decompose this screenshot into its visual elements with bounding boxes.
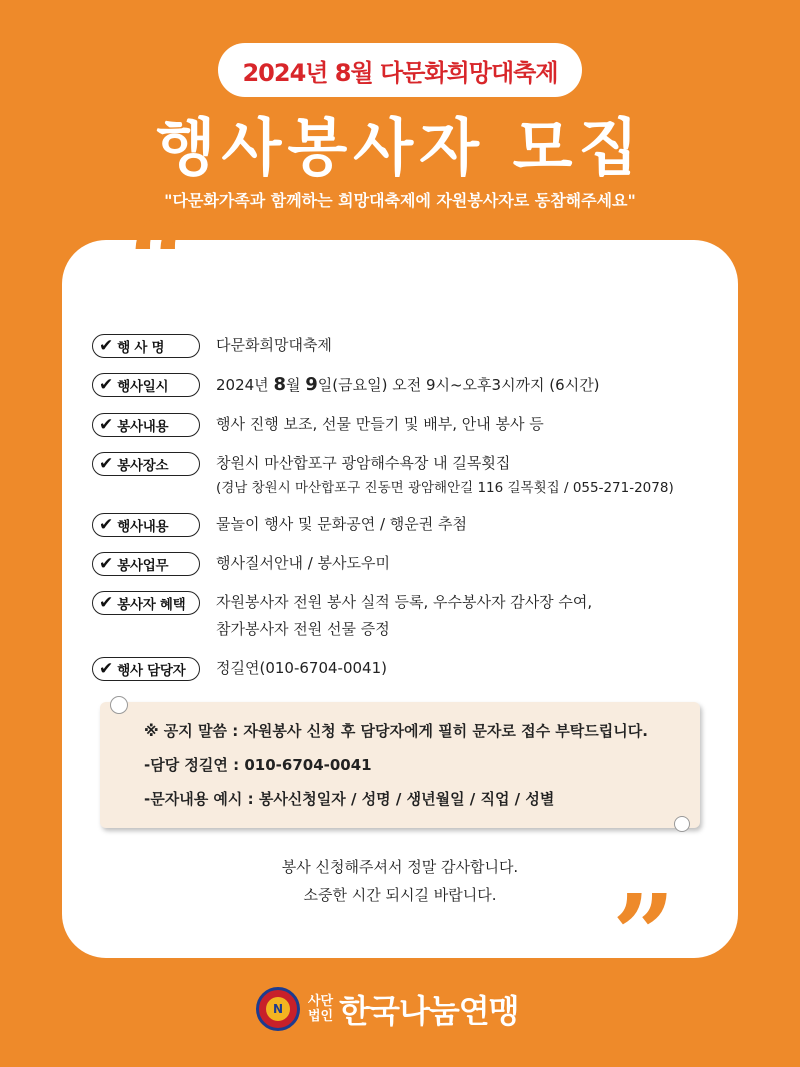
prefix-line-2: 법인 xyxy=(308,1009,334,1024)
date-rest: 일(금요일) 오전 9시~오후3시까지 (6시간) xyxy=(317,376,600,394)
date-month-unit: 월 xyxy=(285,376,306,394)
benefit-line-2: 참가봉사자 전원 선물 증정 xyxy=(216,620,390,638)
info-row-volunteer-benefit xyxy=(92,589,732,643)
info-label: 행사내용 xyxy=(117,519,169,535)
info-row-contact xyxy=(92,655,732,682)
date-year: 2024년 xyxy=(216,376,274,394)
info-value: 행사 진행 보조, 선물 만들기 및 배부, 안내 봉사 등 xyxy=(216,415,544,433)
info-value: 정길연(010-6704-0041) xyxy=(216,659,387,677)
closing-line-2: 소중한 시간 되시길 바랍니다. xyxy=(303,886,497,904)
info-row-volunteer-place xyxy=(92,450,732,499)
info-label: 봉사장소 xyxy=(117,458,169,474)
info-label: 봉사내용 xyxy=(117,419,169,435)
subtitle: "다문화가족과 함께하는 희망대축제에 자원봉사자로 동참해주세요" xyxy=(164,191,636,210)
notice-line-2: -담당 정길연 : 010-6704-0041 xyxy=(144,756,372,774)
closing-line-1: 봉사 신청해주셔서 정말 감사합니다. xyxy=(281,858,519,876)
check-icon: ✔ xyxy=(99,515,114,535)
date-month: 8 xyxy=(273,374,286,395)
open-quote-icon: “ xyxy=(128,196,192,325)
info-tag xyxy=(92,591,200,615)
info-tag xyxy=(92,334,200,358)
place-name: 창원시 마산합포구 광암해수욕장 내 길목횟집 xyxy=(216,454,511,472)
date-day: 9 xyxy=(305,374,318,395)
prefix-line-1: 사단 xyxy=(308,994,334,1009)
notice-box xyxy=(100,702,700,828)
check-icon: ✔ xyxy=(99,554,114,574)
info-list xyxy=(92,332,732,694)
paper-curl-icon xyxy=(110,696,128,714)
info-label: 봉사자 혜택 xyxy=(117,597,186,613)
page-title: 행사봉사자 모집 xyxy=(155,111,645,184)
info-row-volunteer-content xyxy=(92,411,732,438)
check-icon: ✔ xyxy=(99,593,114,613)
info-tag xyxy=(92,657,200,681)
info-row-event-content xyxy=(92,511,732,538)
info-row-event-name xyxy=(92,332,732,359)
organization-prefix xyxy=(308,994,333,1024)
organization-logo xyxy=(256,985,556,1033)
info-value: 다문화희망대축제 xyxy=(216,336,332,354)
organization-emblem-icon xyxy=(256,987,300,1031)
organization-name: 한국나눔연맹 xyxy=(339,992,519,1030)
info-label: 행사 담당자 xyxy=(117,663,186,679)
info-value xyxy=(216,450,674,499)
info-tag xyxy=(92,552,200,576)
info-tag xyxy=(92,452,200,476)
info-value xyxy=(216,371,600,399)
check-icon: ✔ xyxy=(99,336,114,356)
check-icon: ✔ xyxy=(99,454,114,474)
emblem-letter: N xyxy=(266,997,290,1021)
info-row-volunteer-duty xyxy=(92,550,732,577)
info-value: 행사질서안내 / 봉사도우미 xyxy=(216,554,390,572)
info-value xyxy=(216,589,592,643)
paper-curl-icon xyxy=(674,816,690,832)
event-name-pill: 2024년 8월 다문화희망대축제 xyxy=(218,43,582,97)
notice-line-1: ※ 공지 말씀 : 자원봉사 신청 후 담당자에게 필히 문자로 접수 부탁드립니다. xyxy=(144,722,648,740)
check-icon: ✔ xyxy=(99,415,114,435)
info-tag xyxy=(92,413,200,437)
info-value: 물놀이 행사 및 문화공연 / 행운권 추첨 xyxy=(216,515,468,533)
info-label: 봉사업무 xyxy=(117,558,169,574)
notice-line-3: -문자내용 예시 : 봉사신청일자 / 성명 / 생년월일 / 직업 / 성별 xyxy=(144,790,555,808)
info-row-event-date xyxy=(92,371,732,399)
close-quote-icon: ” xyxy=(612,870,676,999)
place-address: (경남 창원시 마산합포구 진동면 광암해안길 116 길목횟집 / 055-271-2078) xyxy=(216,480,674,496)
check-icon: ✔ xyxy=(99,375,114,395)
benefit-line-1: 자원봉사자 전원 봉사 실적 등록, 우수봉사자 감사장 수여, xyxy=(216,593,593,611)
info-label: 행사일시 xyxy=(117,379,169,395)
info-tag xyxy=(92,373,200,397)
info-tag xyxy=(92,513,200,537)
info-label: 행 사 명 xyxy=(117,340,165,356)
check-icon: ✔ xyxy=(99,659,114,679)
